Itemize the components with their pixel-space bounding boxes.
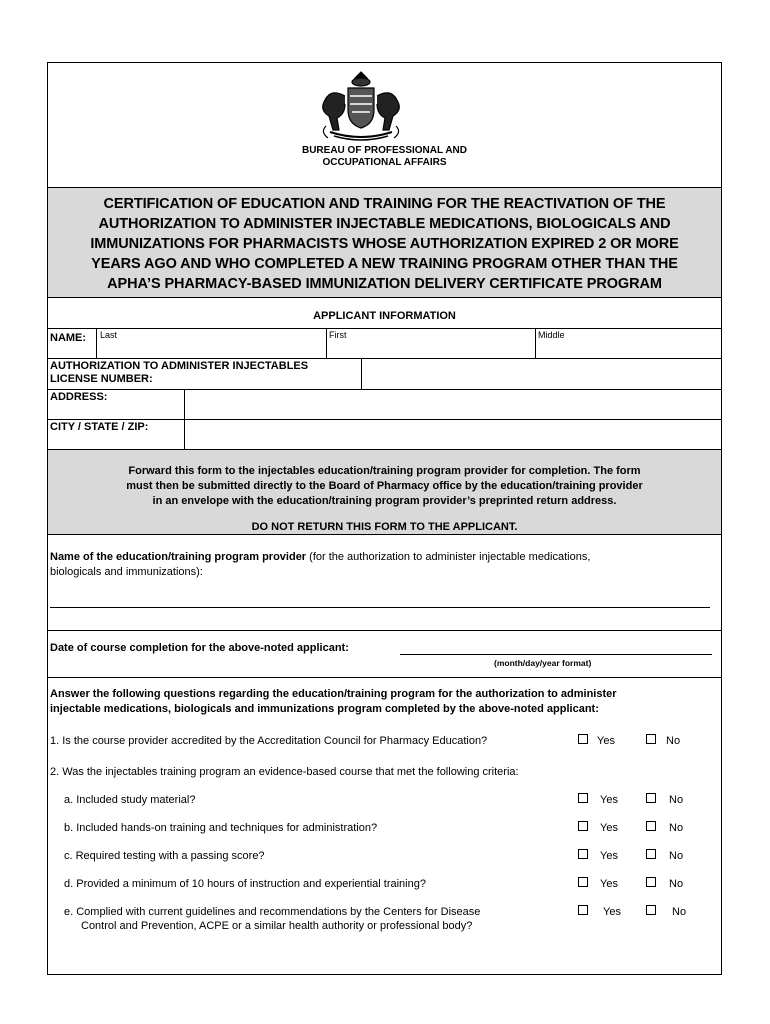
yes-label: Yes <box>600 878 618 890</box>
criteria-b: b. Included hands-on training and techniques for administration? <box>64 822 378 834</box>
license-number-field[interactable] <box>362 359 720 388</box>
criteria-a: a. Included study material? <box>64 794 196 806</box>
instructions-line-2: must then be submitted directly to the Board of Pharmacy office by the education/training provider <box>126 480 643 492</box>
criteria-d-yes-checkbox[interactable] <box>578 877 588 887</box>
middle-name-field[interactable] <box>536 329 720 358</box>
address-label: ADDRESS: <box>50 391 108 403</box>
last-name-label: Last <box>100 330 118 340</box>
criteria-d-no-checkbox[interactable] <box>646 877 656 887</box>
criteria-c: c. Required testing with a passing score? <box>64 850 265 862</box>
title-line-3: IMMUNIZATIONS FOR PHARMACISTS WHOSE AUTHORIZATION EXPIRED 2 OR MORE <box>90 236 679 252</box>
instructions-line-3: in an envelope with the education/training program provider’s preprinted return address. <box>152 495 617 507</box>
criteria-d: d. Provided a minimum of 10 hours of instruction and experiential training? <box>64 878 426 890</box>
question-1-yes-checkbox[interactable] <box>578 734 588 744</box>
no-label: No <box>669 822 684 834</box>
criteria-e-yes-checkbox[interactable] <box>578 905 588 915</box>
no-label: No <box>669 878 684 890</box>
questions-intro-line-2: injectable medications, biologicals and immunizations program completed by the above-noted applicant: <box>50 703 599 715</box>
criteria-e-line-2: Control and Prevention, ACPE or a similar health authority or professional body? <box>81 920 473 932</box>
date-format-hint: (month/day/year format) <box>494 658 592 668</box>
criteria-b-yes-checkbox[interactable] <box>578 821 588 831</box>
title-line-4: YEARS AGO AND WHO COMPLETED A NEW TRAINING PROGRAM OTHER THAN THE <box>91 256 678 272</box>
criteria-e-line-1: e. Complied with current guidelines and recommendations by the Centers for Disease <box>64 906 481 918</box>
no-label: No <box>666 735 681 747</box>
title-line-2: AUTHORIZATION TO ADMINISTER INJECTABLE MEDICATIONS, BIOLOGICALS AND <box>98 216 671 232</box>
question-1: 1. Is the course provider accredited by the Accreditation Council for Pharmacy Education? <box>50 735 488 747</box>
completion-date-line[interactable] <box>400 654 712 655</box>
criteria-a-no-checkbox[interactable] <box>646 793 656 803</box>
questions-intro-line-1: Answer the following questions regarding the education/training program for the authorization to administer <box>50 688 617 700</box>
do-not-return-warning: DO NOT RETURN THIS FORM TO THE APPLICANT. <box>251 521 518 533</box>
criteria-b-no-checkbox[interactable] <box>646 821 656 831</box>
first-name-field[interactable] <box>327 329 534 358</box>
applicant-info-heading: APPLICANT INFORMATION <box>313 310 456 322</box>
question-1-no-checkbox[interactable] <box>646 734 656 744</box>
yes-label: Yes <box>600 850 618 862</box>
criteria-c-yes-checkbox[interactable] <box>578 849 588 859</box>
name-label: NAME: <box>50 332 87 344</box>
no-label: No <box>672 906 687 918</box>
yes-label: Yes <box>597 735 615 747</box>
divider <box>48 630 721 631</box>
provider-name-line[interactable] <box>50 607 710 608</box>
middle-name-label: Middle <box>538 330 565 340</box>
pennsylvania-seal-icon <box>312 66 410 146</box>
yes-label: Yes <box>600 794 618 806</box>
title-line-5: APHA’S PHARMACY-BASED IMMUNIZATION DELIVERY CERTIFICATE PROGRAM <box>107 276 662 292</box>
provider-label-rest: (for the authorization to administer injectable medications, <box>306 551 591 563</box>
yes-label: Yes <box>600 822 618 834</box>
instructions-line-1: Forward this form to the injectables education/training program provider for completion. The form <box>128 465 641 477</box>
title-line-1: CERTIFICATION OF EDUCATION AND TRAINING FOR THE REACTIVATION OF THE <box>103 196 666 212</box>
provider-label-line-2: biologicals and immunizations): <box>50 566 203 578</box>
criteria-c-no-checkbox[interactable] <box>646 849 656 859</box>
last-name-field[interactable] <box>97 329 325 358</box>
criteria-e-no-checkbox[interactable] <box>646 905 656 915</box>
yes-label: Yes <box>603 906 621 918</box>
completion-date-label: Date of course completion for the above-noted applicant: <box>50 642 349 654</box>
no-label: No <box>669 794 684 806</box>
provider-label-bold: Name of the education/training program provider <box>50 551 307 563</box>
license-label-line-1: AUTHORIZATION TO ADMINISTER INJECTABLES <box>50 360 309 372</box>
criteria-a-yes-checkbox[interactable] <box>578 793 588 803</box>
question-2: 2. Was the injectables training program an evidence-based course that met the following criteria: <box>50 766 519 778</box>
city-state-zip-label: CITY / STATE / ZIP: <box>50 421 149 433</box>
address-field[interactable] <box>185 390 720 418</box>
certification-form <box>47 62 722 975</box>
no-label: No <box>669 850 684 862</box>
provider-label <box>50 550 715 565</box>
license-label-line-2: LICENSE NUMBER: <box>50 373 153 385</box>
divider <box>48 677 721 678</box>
instructions-box <box>48 449 721 535</box>
first-name-label: First <box>329 330 347 340</box>
bureau-line-1: BUREAU OF PROFESSIONAL AND <box>301 145 467 156</box>
city-state-zip-field[interactable] <box>185 420 720 448</box>
form-title <box>48 187 721 298</box>
bureau-line-2: OCCUPATIONAL AFFAIRS <box>322 157 447 168</box>
